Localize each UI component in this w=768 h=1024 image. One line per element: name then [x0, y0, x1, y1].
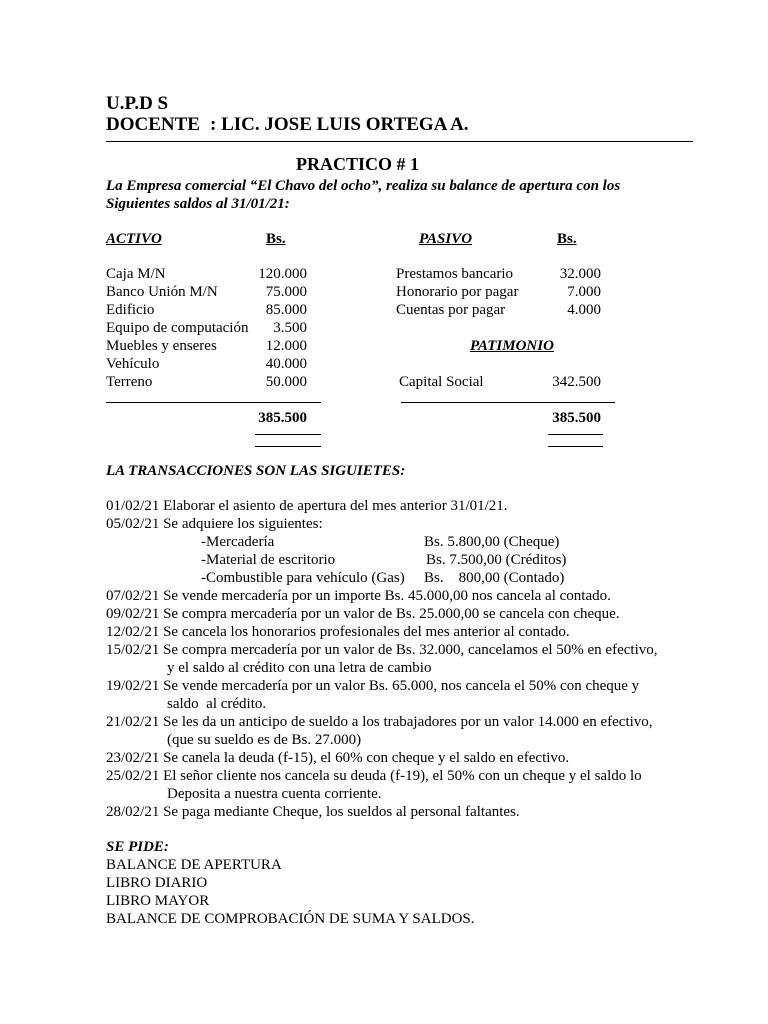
se-pide-item: BALANCE DE COMPROBACIÓN DE SUMA Y SALDOS.: [106, 911, 475, 927]
purchase-item-value: Bs. 7.500,00 (Créditos): [426, 552, 567, 568]
purchase-item-value: Bs. 5.800,00 (Cheque): [424, 534, 560, 550]
pasivo-double-rule-bottom: [548, 446, 603, 447]
header-divider: [106, 141, 693, 142]
transaction-line-continuation: y el saldo al crédito con una letra de cambio: [167, 660, 432, 676]
pasivo-total: 385.500: [552, 410, 601, 426]
transaction-line: 01/02/21 Elaborar el asiento de apertura del mes anterior 31/01/21.: [106, 498, 508, 514]
activo-double-rule-bottom: [255, 446, 321, 447]
activo-item-amount: 50.000: [265, 374, 307, 390]
activo-total-rule: [106, 402, 321, 403]
transaction-line-continuation: saldo al crédito.: [167, 696, 267, 712]
pasivo-item-name: Honorario por pagar: [396, 284, 519, 300]
activo-item-name: Equipo de computación: [106, 320, 249, 336]
pasivo-double-rule-top: [548, 434, 603, 435]
activo-total: 385.500: [258, 410, 307, 426]
activo-item-name: Terreno: [106, 374, 153, 390]
se-pide-item: BALANCE DE APERTURA: [106, 857, 282, 873]
pasivo-total-rule: [401, 402, 615, 403]
activo-currency: Bs.: [266, 231, 286, 247]
transaction-line: 15/02/21 Se compra mercadería por un valor de Bs. 32.000, cancelamos el 50% en efectivo,: [106, 642, 658, 658]
activo-item-amount: 120.000: [258, 266, 307, 282]
institution-name: U.P.D S: [106, 93, 169, 114]
page-title: PRACTICO # 1: [296, 154, 420, 174]
transaction-line: 28/02/21 Se paga mediante Cheque, los sueldos al personal faltantes.: [106, 804, 520, 820]
activo-item-amount: 3.500: [273, 320, 307, 336]
activo-heading: ACTIVO: [106, 231, 162, 247]
activo-item-amount: 12.000: [265, 338, 307, 354]
intro-line-1: La Empresa comercial “El Chavo del ocho”, realiza su balance de apertura con los: [106, 178, 621, 194]
transaction-line: 09/02/21 Se compra mercadería por un valor de Bs. 25.000,00 se cancela con cheque.: [106, 606, 620, 622]
transaction-line: 25/02/21 El señor cliente nos cancela su deuda (f-19), el 50% con un cheque y el saldo lo: [106, 768, 642, 784]
transactions-heading: LA TRANSACCIONES SON LAS SIGUIETES:: [106, 463, 406, 479]
transaction-line: 05/02/21 Se adquiere los siguientes:: [106, 516, 323, 532]
transaction-line: 07/02/21 Se vende mercadería por un importe Bs. 45.000,00 nos cancela al contado.: [106, 588, 611, 604]
activo-item-name: Caja M/N: [106, 266, 166, 282]
pasivo-item-amount: 7.000: [567, 284, 601, 300]
pasivo-item-amount: 32.000: [559, 266, 601, 282]
purchase-item-name: -Combustible para vehículo (Gas): [201, 570, 405, 586]
transaction-line: 19/02/21 Se vende mercadería por un valor Bs. 65.000, nos cancela el 50% con cheque y: [106, 678, 640, 694]
transaction-line: 21/02/21 Se les da un anticipo de sueldo a los trabajadores por un valor 14.000 en efectivo,: [106, 714, 653, 730]
pasivo-currency: Bs.: [557, 231, 577, 247]
pasivo-heading: PASIVO: [419, 231, 473, 247]
activo-item-amount: 75.000: [265, 284, 307, 300]
patrimonio-item-amount: 342.500: [552, 374, 601, 390]
intro-line-2: Siguientes saldos al 31/01/21:: [106, 196, 290, 212]
transaction-line-continuation: (que su sueldo es de Bs. 27.000): [167, 732, 362, 748]
activo-item-name: Muebles y enseres: [106, 338, 217, 354]
teacher-label: DOCENTE: [106, 114, 200, 135]
se-pide-item: LIBRO MAYOR: [106, 893, 210, 909]
pasivo-item-name: Cuentas por pagar: [396, 302, 506, 318]
activo-item-amount: 85.000: [265, 302, 307, 318]
activo-item-name: Edificio: [106, 302, 155, 318]
purchase-item-value: Bs. 800,00 (Contado): [424, 570, 565, 586]
purchase-item-name: -Mercadería: [201, 534, 275, 550]
transaction-line-continuation: Deposita a nuestra cuenta corriente.: [167, 786, 382, 802]
activo-item-amount: 40.000: [265, 356, 307, 372]
teacher-name: : LIC. JOSE LUIS ORTEGA A.: [210, 114, 469, 135]
purchase-item-name: -Material de escritorio: [201, 552, 336, 568]
patrimonio-heading: PATIMONIO: [470, 338, 554, 354]
activo-item-name: Vehículo: [106, 356, 160, 372]
patrimonio-item-name: Capital Social: [399, 374, 484, 390]
transaction-line: 23/02/21 Se canela la deuda (f-15), el 60% con cheque y el saldo en efectivo.: [106, 750, 570, 766]
pasivo-item-name: Prestamos bancario: [396, 266, 514, 282]
se-pide-item: LIBRO DIARIO: [106, 875, 208, 891]
se-pide-heading: SE PIDE:: [106, 839, 169, 855]
pasivo-item-amount: 4.000: [567, 302, 601, 318]
activo-double-rule-top: [255, 434, 321, 435]
transaction-line: 12/02/21 Se cancela los honorarios profesionales del mes anterior al contado.: [106, 624, 570, 640]
activo-item-name: Banco Unión M/N: [106, 284, 218, 300]
